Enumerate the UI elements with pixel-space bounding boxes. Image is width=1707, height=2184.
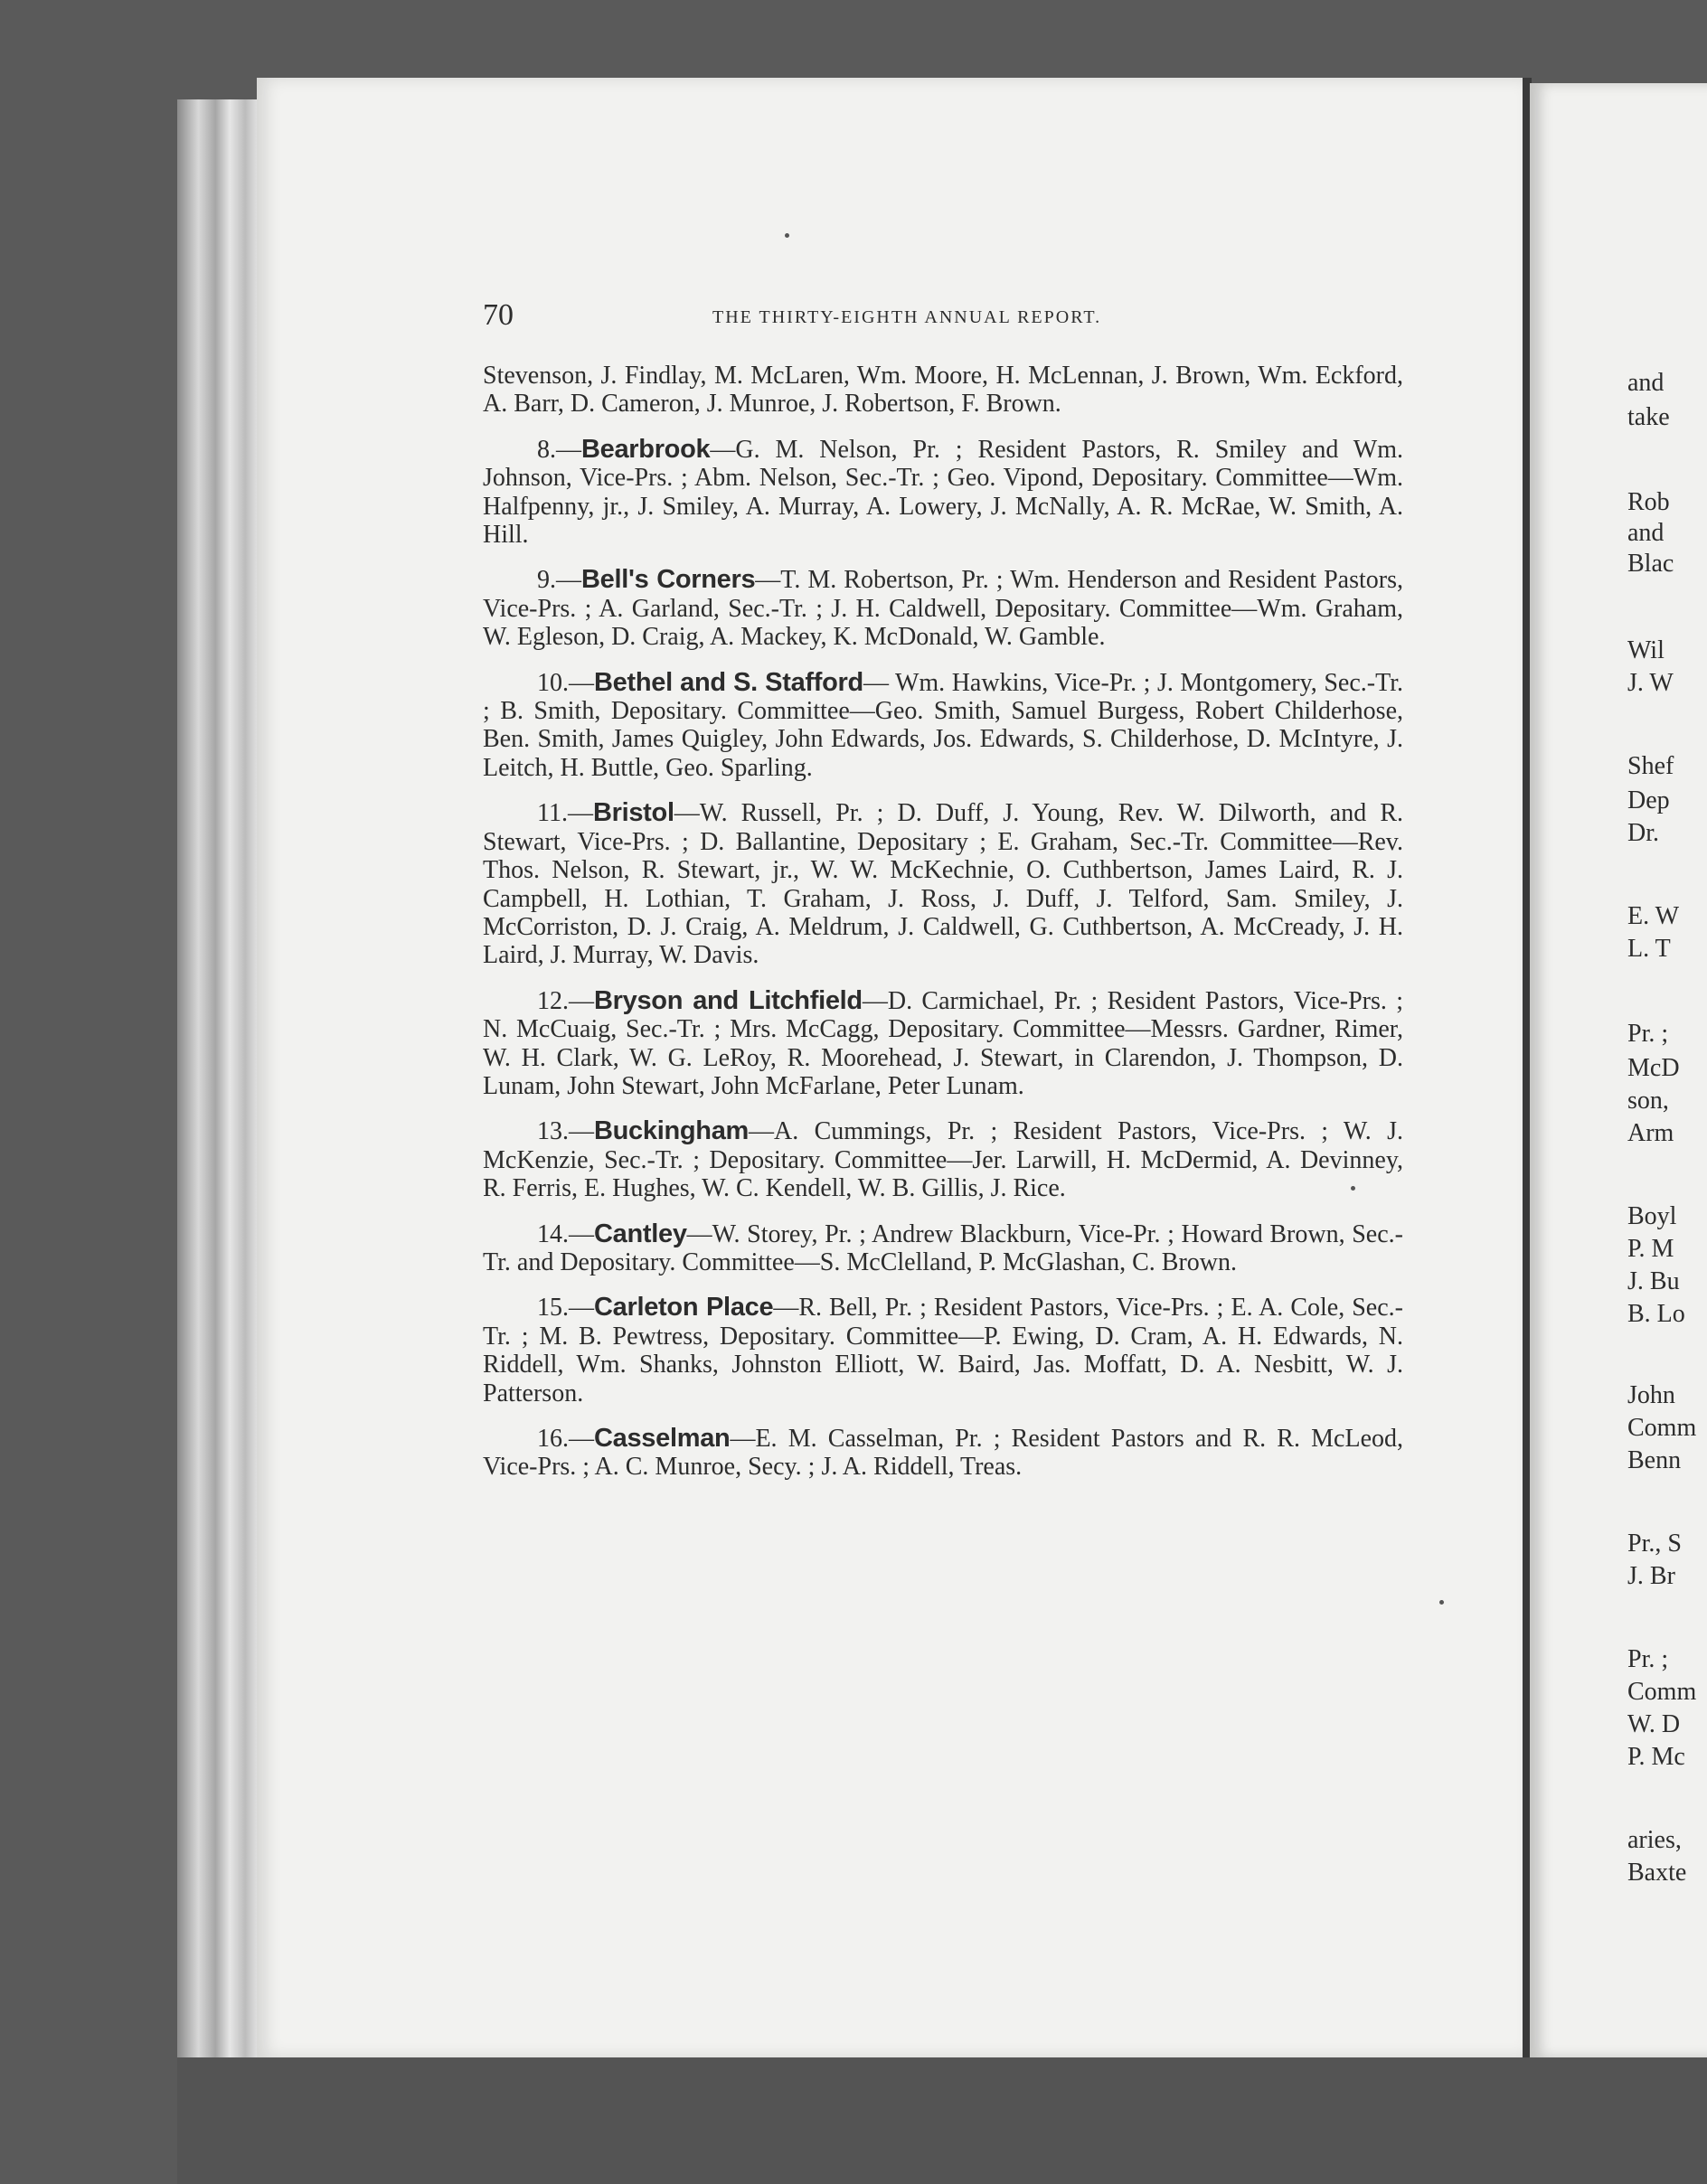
entry-name: Bell's Corners [581, 565, 756, 595]
right-page-fragment: Comm [1627, 1414, 1697, 1442]
page-number: 70 [483, 298, 514, 332]
print-speck [785, 233, 789, 238]
right-page-fragment: B. Lo [1627, 1300, 1685, 1328]
paragraph [483, 362, 1403, 419]
right-page-fragment: Arm [1627, 1119, 1674, 1147]
entry-number: 12.— [537, 986, 594, 1015]
paragraph [483, 566, 1403, 651]
right-page-fragment: L. T [1627, 935, 1671, 963]
right-page-fragment: son, [1627, 1087, 1669, 1115]
right-page-fragment: E. W [1627, 902, 1680, 930]
right-page-fragment: J. W [1627, 669, 1674, 697]
paragraph [483, 987, 1403, 1101]
right-page-fragment: McD [1627, 1054, 1680, 1082]
entry-number: 9.— [537, 566, 581, 595]
print-speck [1439, 1600, 1444, 1605]
right-page-fragment: J. Bu [1627, 1267, 1680, 1295]
paragraph-text: —R. Bell, Pr. ; Resident Pastors, Vice-Prs. ; E. A. Cole, Sec.-Tr. ; M. B. Pewtress, Depositary. Committee—P. Ewing, D. Cram, A. H. Edwards, N. Riddell, Wm. Shanks, Johnston Elliott, W. Baird, Jas. Moffatt, D. A. Nesbitt, W. J. Patterson. [483, 1294, 1403, 1407]
right-page-fragment: Rob [1627, 488, 1670, 516]
right-page-fragment: Blac [1627, 550, 1674, 578]
right-page-fragment: Baxte [1627, 1859, 1687, 1887]
paragraph-text: Stevenson, J. Findlay, M. McLaren, Wm. Moore, H. McLennan, J. Brown, Wm. Eckford, A. Barr, D. Cameron, J. Munroe, J. Robertson, F. Brown. [483, 362, 1403, 419]
right-page-fragment: John [1627, 1381, 1675, 1409]
entry-number: 11.— [537, 799, 593, 828]
right-page-fragment: W. D [1627, 1710, 1681, 1738]
scan-background [177, 2057, 1707, 2184]
entry-number: 16.— [537, 1425, 594, 1453]
print-speck [1351, 1186, 1355, 1191]
entry-number: 15.— [537, 1294, 594, 1323]
paragraph-text: —W. Storey, Pr. ; Andrew Blackburn, Vice-Pr. ; Howard Brown, Sec.-Tr. and Depositary. Committee—S. McClelland, P. McGlashan, C. Brown. [483, 1219, 1403, 1276]
paragraph-text: —T. M. Robertson, Pr. ; Wm. Henderson and Resident Pastors, Vice-Prs. ; A. Garland, Sec.-Tr. ; J. H. Caldwell, Depositary. Committee—Wm. Graham, W. Egleson, D. Craig, A. Mackey, K. McDonald, W. Gamble. [483, 566, 1403, 652]
book-spine [177, 99, 262, 2061]
paragraph-text: —A. Cummings, Pr. ; Resident Pastors, Vice-Prs. ; W. J. McKenzie, Sec.-Tr. ; Depositary. Committee—Jer. Larwill, H. McDermid, A. Devinney, R. Ferris, E. Hughes, W. C. Kendell, W. B. Gillis, J. Rice. [483, 1117, 1403, 1203]
right-page-fragment: Pr., S [1627, 1530, 1682, 1558]
right-page-fragment: take [1627, 403, 1670, 431]
right-page-fragment: and [1627, 369, 1665, 397]
entry-name: Bearbrook [581, 434, 711, 464]
paragraph [483, 799, 1403, 969]
right-page-fragment: Benn [1627, 1446, 1682, 1474]
entry-name: Carleton Place [594, 1293, 774, 1323]
paragraph-text: —D. Carmichael, Pr. ; Resident Pastors, Vice-Prs. ; N. McCuaig, Sec.-Tr. ; Mrs. McCagg, Depositary. Committee—Messrs. Gardner, Rimer, W. H. Clark, W. G. LeRoy, R. Moorehead, J. Stewart, in Clarendon, J. Thompson, D. Lunam, John Stewart, John McFarlane, Peter Lunam. [483, 986, 1404, 1100]
right-page-fragment: aries, [1627, 1826, 1682, 1854]
right-page-fragment: Pr. ; [1627, 1645, 1669, 1673]
entry-name: Cantley [594, 1219, 687, 1248]
right-page-fragment: and [1627, 519, 1665, 547]
entry-name: Bristol [592, 798, 674, 828]
paragraph [483, 1294, 1403, 1407]
entry-number: 13.— [537, 1117, 594, 1146]
right-page-fragment: P. Mc [1627, 1743, 1685, 1771]
entry-number: 8.— [537, 435, 581, 464]
entry-name: Casselman [594, 1424, 731, 1453]
paragraph [483, 669, 1403, 783]
entry-name: Buckingham [594, 1116, 750, 1146]
entry-number: 14.— [537, 1219, 594, 1248]
running-head: THE THIRTY-EIGHTH ANNUAL REPORT. [712, 307, 1102, 327]
entry-name: Bethel and S. Stafford [594, 667, 863, 697]
paragraph [483, 1220, 1403, 1277]
right-page-fragment: Comm [1627, 1678, 1697, 1706]
entry-name: Bryson and Litchfield [594, 985, 863, 1015]
right-page-fragment: Shef [1627, 752, 1674, 780]
page-header [483, 298, 1403, 334]
paragraph [483, 436, 1403, 550]
right-page-fragment: Boyl [1627, 1202, 1677, 1230]
right-page-fragment: P. M [1627, 1235, 1674, 1263]
right-page-fragment: J. Br [1627, 1562, 1675, 1590]
paragraph [483, 1425, 1403, 1482]
right-page-fragment: Dep [1627, 786, 1670, 814]
paragraph [483, 1117, 1403, 1202]
paragraph-text: —W. Russell, Pr. ; D. Duff, J. Young, Rev. W. Dilworth, and R. Stewart, Vice-Prs. ; D. Ballantine, Depositary ; E. Graham, Sec.-Tr. Committee—Rev. Thos. Nelson, R. Stewart, jr., W. W. McKechnie, O. Cuthbertson, James Laird, R. J. Campbell, H. Lothian, T. Graham, J. Ross, J. Duff, J. Telford, Sam. Smiley, J. McCorriston, D. J. Craig, A. Meldrum, J. Caldwell, G. Cuthbertson, A. McCready, J. H. Laird, J. Murray, W. Davis. [483, 799, 1403, 970]
entry-number: 10.— [537, 668, 594, 697]
right-page-fragment: Dr. [1627, 819, 1659, 847]
paragraph-text: —E. M. Casselman, Pr. ; Resident Pastors and R. R. McLeod, Vice-Prs. ; A. C. Munroe, Secy. ; J. A. Riddell, Treas. [483, 1425, 1403, 1482]
right-page-fragment: Wil [1627, 636, 1665, 664]
right-page-fragment: Pr. ; [1627, 1020, 1669, 1048]
paragraph-text: — Wm. Hawkins, Vice-Pr. ; J. Montgomery, Sec.-Tr. ; B. Smith, Depositary. Committee—Geo. Smith, Samuel Burgess, Robert Childerhose, Ben. Smith, James Quigley, John Edwards, Jos. Edwards, S. Childerhose, D. McIntyre, J. Leitch, H. Buttle, Geo. Sparling. [483, 668, 1403, 782]
paragraph-text: —G. M. Nelson, Pr. ; Resident Pastors, R. Smiley and Wm. Johnson, Vice-Prs. ; Abm. Nelson, Sec.-Tr. ; Geo. Vipond, Depositary. Committee—Wm. Halfpenny, jr., J. Smiley, A. Murray, A. Lowery, J. McNally, A. R. McRae, W. Smith, A. Hill. [483, 435, 1403, 550]
report-text [483, 362, 1403, 1499]
